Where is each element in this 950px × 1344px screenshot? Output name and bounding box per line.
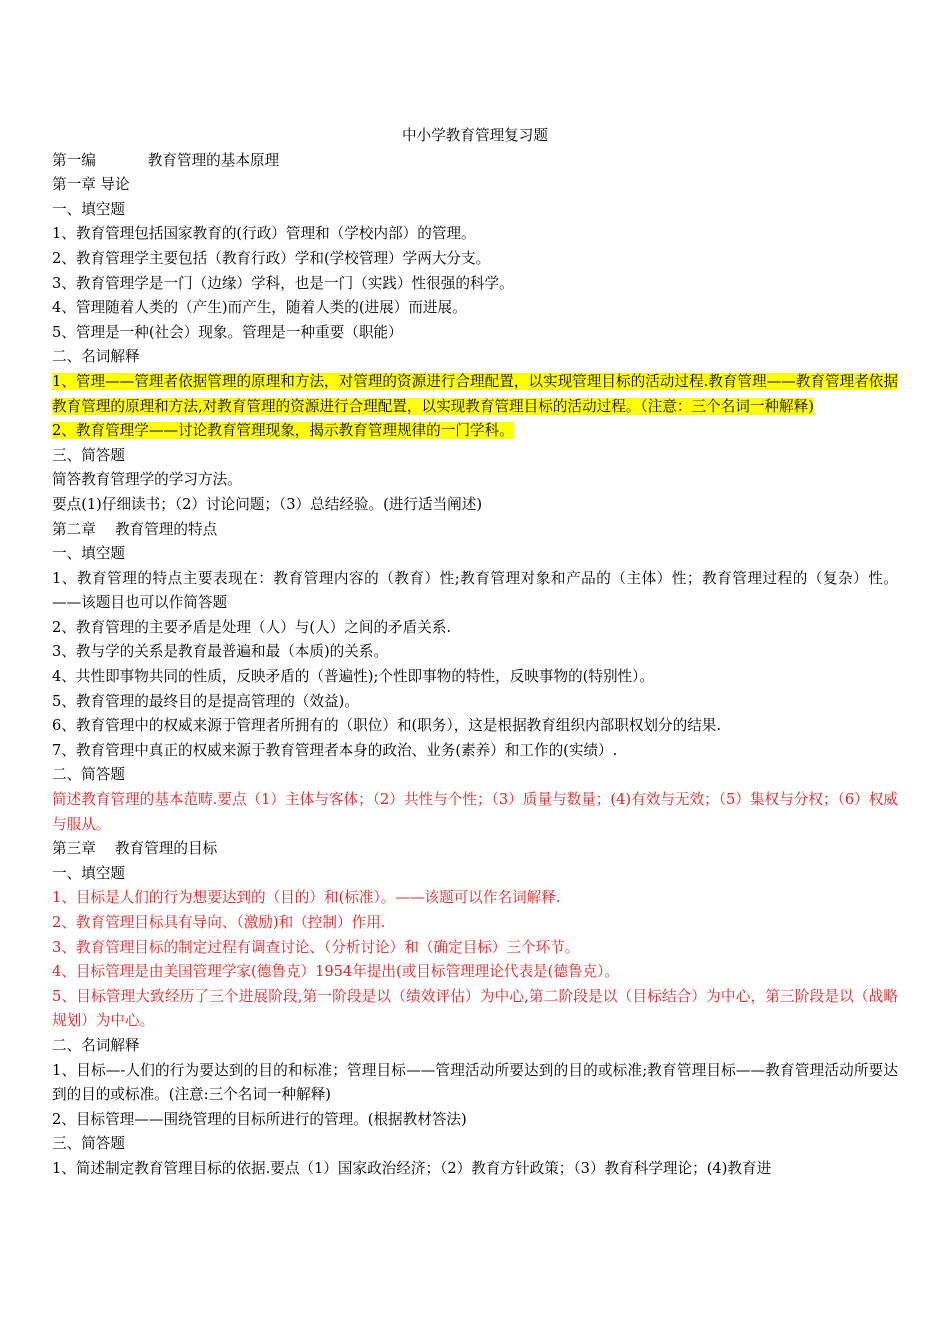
ch2-fill-7: 7、教育管理中真正的权威来源于教育管理者本身的政治、业务(素养）和工作的(实绩）. bbox=[52, 741, 618, 759]
ch3-term-2: 2、目标管理——围绕管理的目标所进行的管理。(根据教材答法) bbox=[52, 1110, 467, 1128]
ch1-section-short: 三、简答题 bbox=[52, 446, 125, 464]
ch1-fill-4: 4、管理随着人类的（产生)而产生，随着人类的(进展）而进展。 bbox=[52, 299, 467, 317]
ch1-answer: 要点(1)仔细读书；（2）讨论问题；（3）总结经验。(进行适当阐述) bbox=[52, 495, 483, 513]
ch2-fill-4: 4、共性即事物共同的性质，反映矛盾的（普遍性);个性即事物的特性，反映事物的(特别性）。 bbox=[52, 668, 655, 686]
ch2-fill-6: 6、教育管理中的权威来源于管理者所拥有的（职位）和(职务），这是根据教育组织内部职权划分的结果. bbox=[52, 717, 722, 735]
chapter-3-title: 第三章 教育管理的目标 bbox=[52, 840, 218, 858]
ch3-section-terms: 二、名词解释 bbox=[52, 1036, 140, 1054]
ch2-fill-3: 3、教与学的关系是教育最普遍和最（本质)的关系。 bbox=[52, 643, 389, 661]
part-heading bbox=[52, 149, 898, 174]
ch1-section-fill: 一、填空题 bbox=[52, 200, 125, 218]
part-label: 第一编 bbox=[52, 151, 96, 169]
ch3-question-1: 1、简述制定教育管理目标的依据.要点（1）国家政治经济；（2）教育方针政策；（3）教育科学理论；(4)教育进 bbox=[52, 1159, 772, 1177]
ch3-fill-4: 4、目标管理是由美国管理学家(德鲁克）1954年提出(或目标管理理论代表是(德鲁克）。 bbox=[52, 963, 619, 981]
ch3-fill-3: 3、教育管理目标的制定过程有调查讨论、（分析讨论）和（确定目标）三个环节。 bbox=[52, 938, 580, 956]
part-name: 教育管理的基本原理 bbox=[147, 151, 280, 169]
ch2-fill-1: 1、教育管理的特点主要表现在：教育管理内容的（教育）性;教育管理对象和产品的（主体）性；教育管理过程的（复杂）性。——该题目也可以作简答题 bbox=[52, 569, 898, 612]
ch1-section-terms: 二、名词解释 bbox=[52, 348, 140, 366]
ch1-question: 简答教育管理学的学习方法。 bbox=[52, 471, 242, 489]
ch2-fill-5: 5、教育管理的最终目的是提高管理的（效益)。 bbox=[52, 692, 359, 710]
chapter-2-title: 第二章 教育管理的特点 bbox=[52, 520, 218, 538]
ch2-section-fill: 一、填空题 bbox=[52, 545, 125, 563]
ch1-fill-3: 3、教育管理学是一门（边缘）学科，也是一门（实践）性很强的科学。 bbox=[52, 274, 514, 292]
ch3-section-fill: 一、填空题 bbox=[52, 864, 125, 882]
ch2-section-short: 二、简答题 bbox=[52, 766, 125, 784]
ch2-answer-red: 简述教育管理的基本范畴.要点（1）主体与客体；（2）共性与个性；（3）质量与数量；(4)有效与无效；（5）集权与分权；（6）权威与服从。 bbox=[52, 791, 898, 833]
ch3-section-short: 三、简答题 bbox=[52, 1135, 125, 1153]
ch1-term-1-highlighted: 1、管理——管理者依据管理的原理和方法，对管理的资源进行合理配置，以实现管理目标的活动过程.教育管理——教育管理者依据教育管理的原理和方法,对教育管理的资源进行合理配置，以实现教育管理目标的活动过程。（注意：三个名词一种解释) bbox=[52, 372, 898, 415]
ch1-fill-1: 1、教育管理包括国家教育的(行政）管理和（学校内部）的管理。 bbox=[52, 225, 476, 243]
ch2-fill-2: 2、教育管理的主要矛盾是处理（人）与(人）之间的矛盾关系. bbox=[52, 618, 452, 636]
ch3-fill-2: 2、教育管理目标具有导向、（激励)和（控制）作用. bbox=[52, 914, 386, 931]
ch3-fill-5: 5、目标管理大致经历了三个进展阶段,第一阶段是以（绩效评估）为中心,第二阶段是以（目标结合）为中心，第三阶段是以（战略规划）为中心。 bbox=[52, 987, 898, 1030]
ch3-fill-1: 1、目标是人们的行为想要达到的（目的）和(标准）。——该题可以作名词解释. bbox=[52, 889, 561, 907]
ch1-fill-2: 2、教育管理学主要包括（教育行政）学和(学校管理）学两大分支。 bbox=[52, 249, 491, 267]
ch3-term-1: 1、目标—-人们的行为要达到的目的和标准；管理目标——管理活动所要达到的目的或标准;教育管理目标——教育管理活动所要达到的目的或标准。(注意:三个名词一种解释) bbox=[52, 1061, 898, 1104]
document-title: 中小学教育管理复习题 bbox=[402, 127, 548, 144]
ch1-term-2-highlighted: 2、教育管理学——讨论教育管理现象，揭示教育管理规律的一门学科。 bbox=[52, 422, 514, 440]
chapter-1-title: 第一章 导论 bbox=[52, 176, 130, 194]
ch1-fill-5: 5、管理是一种(社会）现象。管理是一种重要（职能） bbox=[52, 323, 403, 341]
